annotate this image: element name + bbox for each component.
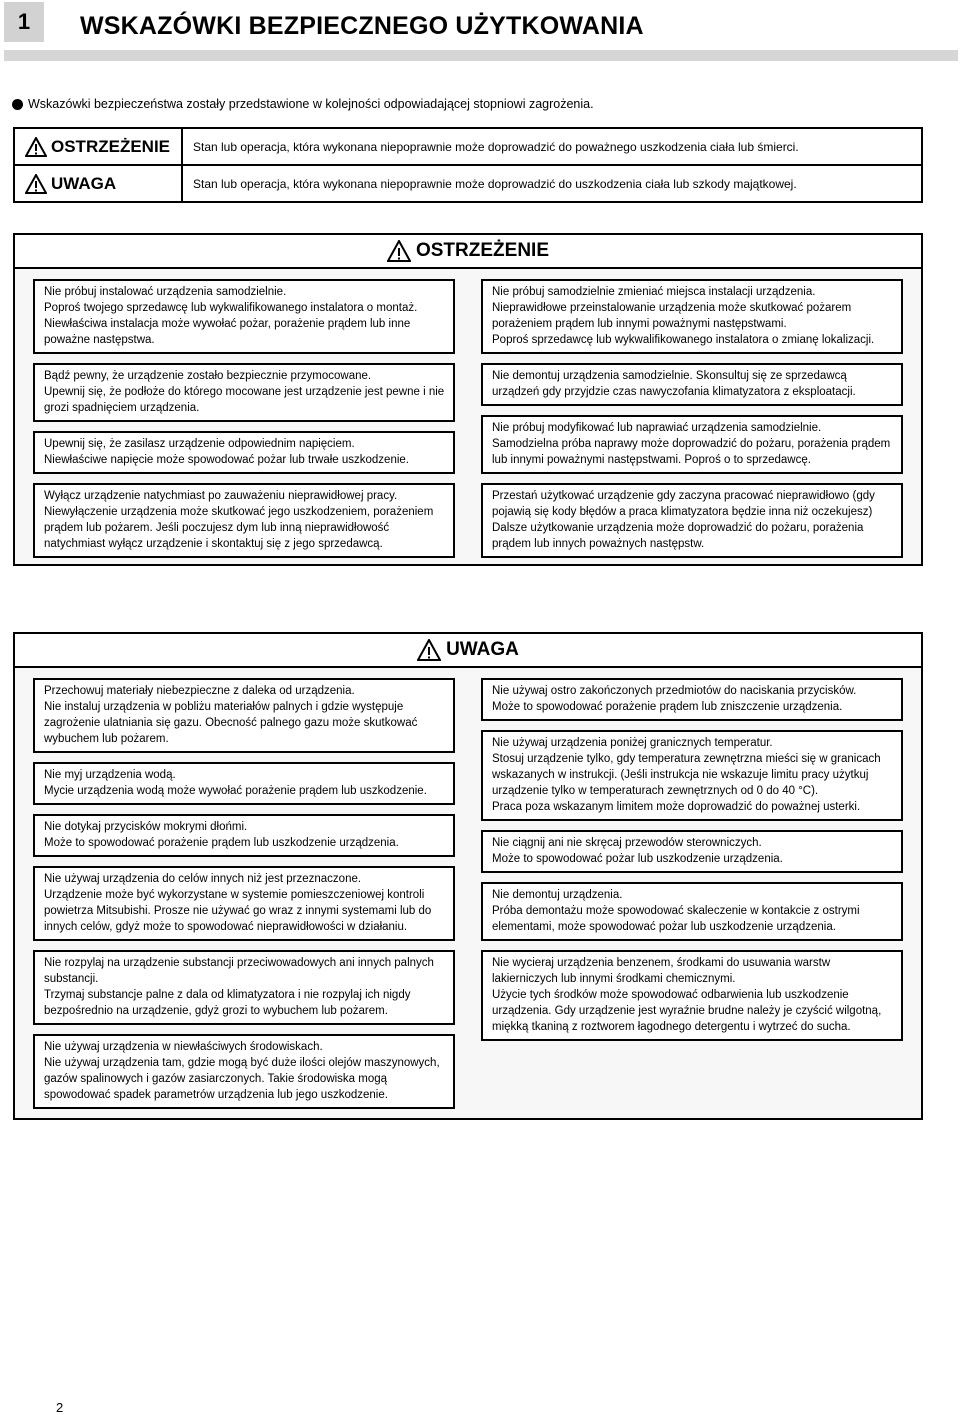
- notice-box: [481, 363, 903, 406]
- notice-text: Upewnij się, że podłoże do którego mocowane jest urządzenie jest pewne i nie grozi spadnięciem urządzenia.: [44, 386, 445, 414]
- notice-heading: Nie używaj urządzenia poniżej granicznych temperatur.: [492, 737, 773, 749]
- notice-heading: Przestań użytkować urządzenie gdy zaczyna pracować nieprawidłowo (gdy pojawią się kody błędów a praca klimatyzatora będzie inna niż oczekujesz): [492, 490, 875, 518]
- legend-label-caution: UWAGA: [51, 173, 117, 193]
- notice-text: Niewłaściwa instalacja może wywołać pożar, porażenie prądem lub inne poważne następstwa.: [44, 318, 411, 346]
- notice-text: Urządzenie może być wykorzystane w systemie pomieszczeniowej kontroli powietrza Mitsubishi. Prosze nie używać go wraz z innymi systemami lub do innych celów, gdyż może to spowodować nieprawidłowości w działaniu.: [44, 889, 432, 933]
- notice-text: Niewłaściwe napięcie może spowodować pożar lub trwałe uszkodzenie.: [44, 454, 409, 466]
- legend-row-caution: [15, 166, 921, 203]
- chapter-number: 1: [4, 2, 44, 42]
- notice-text: Praca poza wskazanym limitem może doprowadzić do poważnej usterki.: [492, 801, 861, 813]
- notice-text: Może to spowodować porażenie prądem lub zniszczenie urządzenia.: [492, 701, 843, 713]
- notice-box: [481, 279, 903, 354]
- warning-triangle-icon: [25, 137, 47, 157]
- notice-box: [33, 950, 455, 1025]
- notice-heading: Wyłącz urządzenie natychmiast po zauważeniu nieprawidłowej pracy.: [44, 490, 398, 502]
- notice-heading: Przechowuj materiały niebezpieczne z daleka od urządzenia.: [44, 685, 355, 697]
- warning-panel-title: OSTRZEŻENIE: [415, 240, 549, 261]
- notice-box: [481, 830, 903, 873]
- warning-right-column: [481, 279, 903, 558]
- caution-right-column: [481, 678, 903, 1109]
- notice-box: [481, 730, 903, 821]
- bullet-icon: [12, 99, 23, 110]
- caution-panel: [13, 632, 923, 1120]
- warning-triangle-icon: [25, 174, 47, 194]
- notice-box: [33, 431, 455, 474]
- notice-box: [481, 678, 903, 721]
- notice-text: Użycie tych środków może spowodować odbarwienia lub uszkodzenie urządzenia. Gdy urządzenie jest wyraźnie brudne należy je czyścić wilgotną, miękką tkaniną z roztworem łagodnego detergentu i wytrzeć do sucha.: [492, 989, 882, 1033]
- notice-box: [481, 950, 903, 1041]
- notice-text: Stosuj urządzenie tylko, gdy temperatura zewnętrzna mieści się w granicach wskazanych w instrukcji. (Jeśli instrukcja nie wskazuje limitu pracy użytkuj urządzenie tylko w temperaturach zewnętrznych od 0 do 40 °C).: [492, 753, 881, 797]
- notice-box: [33, 279, 455, 354]
- notice-heading: Nie używaj urządzenia w niewłaściwych środowiskach.: [44, 1041, 323, 1053]
- notice-heading: Nie próbuj instalować urządzenia samodzielnie.: [44, 286, 287, 298]
- notice-heading: Nie wycieraj urządzenia benzenem, środkami do usuwania warstw lakierniczych lub innymi środkami chemicznymi.: [492, 957, 831, 985]
- caution-left-column: [33, 678, 455, 1109]
- notice-heading: Upewnij się, że zasilasz urządzenie odpowiednim napięciem.: [44, 438, 355, 450]
- legend-text-caution: Stan lub operacja, która wykonana niepoprawnie może doprowadzić do uszkodzenia ciała lub szkody majątkowej.: [193, 176, 797, 191]
- notice-text: Trzymaj substancje palne z dala od klimatyzatora i nie rozpylaj ich nigdy bezpośrednio na urządzenie, gdyż grozi to wybuchem lub pożarem.: [44, 989, 411, 1017]
- notice-box: [33, 762, 455, 805]
- notice-box: [481, 483, 903, 558]
- notice-box: [33, 1034, 455, 1109]
- notice-heading: Nie ciągnij ani nie skręcaj przewodów sterowniczych.: [492, 837, 762, 849]
- notice-heading: Nie demontuj urządzenia samodzielnie. Skonsultuj się ze sprzedawcą urządzeń gdy przyjdzie czas nawyczofania klimatyzatora z eksploatacji.: [492, 370, 856, 398]
- notice-heading: Nie dotykaj przycisków mokrymi dłońmi.: [44, 821, 248, 833]
- warning-left-column: [33, 279, 455, 558]
- notice-text: Nie używaj urządzenia tam, gdzie mogą być duże ilości olejów maszynowych, gazów spalinowych i gazów zasiarczonych. Takie środowiska mogą spowodować spadek parametrów urządzenia lub jego uszkodzenie.: [44, 1057, 440, 1101]
- notice-box: [33, 866, 455, 941]
- notice-heading: Nie próbuj samodzielnie zmieniać miejsca instalacji urządzenia.: [492, 286, 816, 298]
- caution-panel-header: [15, 634, 921, 668]
- notice-text: Mycie urządzenia wodą może wywołać porażenie prądem lub uszkodzenie.: [44, 785, 427, 797]
- intro-text: Wskazówki bezpieczeństwa zostały przedstawione w kolejności odpowiadającej stopniowi zagrożenia.: [28, 97, 594, 111]
- notice-box: [481, 415, 903, 474]
- notice-box: [481, 882, 903, 941]
- notice-box: [33, 814, 455, 857]
- notice-text: Poproś sprzedawcę lub wykwalifikowanego instalatora o zmianę lokalizacji.: [492, 334, 875, 346]
- warning-panel-header: [15, 235, 921, 269]
- legend-row-warning: [15, 129, 921, 166]
- notice-box: [33, 363, 455, 422]
- notice-text: Nieprawidłowe przeinstalowanie urządzenia może skutkować pożarem porażeniem prądem lub innymi poważnymi następstwami.: [492, 302, 852, 330]
- page-title: WSKAZÓWKI BEZPIECZNEGO UŻYTKOWANIA: [80, 12, 644, 40]
- notice-text: Może to spowodować pożar lub uszkodzenie urządzenia.: [492, 853, 783, 865]
- warning-triangle-icon: [417, 639, 441, 661]
- intro-line: [12, 97, 942, 111]
- notice-text: Dalsze użytkowanie urządzenia może doprowadzić do pożaru, porażenia prądem lub innych poważnych następstw.: [492, 522, 864, 550]
- notice-heading: Nie używaj ostro zakończonych przedmiotów do naciskania przycisków.: [492, 685, 857, 697]
- notice-box: [33, 483, 455, 558]
- notice-heading: Nie demontuj urządzenia.: [492, 889, 623, 901]
- warning-panel: [13, 233, 923, 566]
- notice-text: Niewyłączenie urządzenia może skutkować jego uszkodzeniem, porażeniem prądem lub pożarem. Jeśli poczujesz dym lub inną nieprawidłowość natychmiast wyłącz urządzenie i skontaktuj się z jego sprzedawcą.: [44, 506, 434, 550]
- notice-heading: Nie rozpylaj na urządzenie substancji przeciwowadowych ani innych palnych substancji.: [44, 957, 434, 985]
- notice-text: Poproś twojego sprzedawcę lub wykwalifikowanego instalatora o montaż.: [44, 302, 418, 314]
- legend-text-warning: Stan lub operacja, która wykonana niepoprawnie może doprowadzić do poważnego uszkodzenia ciała lub śmierci.: [193, 139, 799, 154]
- legend-label-warning: OSTRZEŻENIE: [51, 136, 171, 156]
- notice-text: Próba demontażu może spowodować skaleczenie w kontakcie z ostrymi elementami, może spowodować pożar lub uszkodzenie urządzenia.: [492, 905, 860, 933]
- notice-text: Nie instaluj urządzenia w pobliżu materiałów palnych i gdzie występuje zagrożenie ulatniania się gazu. Obecność palnego gazu może skutkować wybuchem lub pożarem.: [44, 701, 418, 745]
- caution-panel-title: UWAGA: [446, 639, 519, 660]
- severity-legend: [13, 127, 923, 203]
- notice-text: Samodzielna próba naprawy może doprowadzić do pożaru, porażenia prądem lub innymi poważnymi następstwami. Poproś o to sprzedawcę.: [492, 438, 891, 466]
- page-number: 2: [56, 1400, 64, 1415]
- title-rule: [4, 50, 958, 61]
- notice-box: [33, 678, 455, 753]
- notice-heading: Nie próbuj modyfikować lub naprawiać urządzenia samodzielnie.: [492, 422, 822, 434]
- notice-text: Może to spowodować porażenie prądem lub uszkodzenie urządzenia.: [44, 837, 399, 849]
- notice-heading: Nie używaj urządzenia do celów innych niż jest przeznaczone.: [44, 873, 362, 885]
- notice-heading: Nie myj urządzenia wodą.: [44, 769, 176, 781]
- notice-heading: Bądź pewny, że urządzenie zostało bezpiecznie przymocowane.: [44, 370, 372, 382]
- warning-triangle-icon: [387, 240, 411, 262]
